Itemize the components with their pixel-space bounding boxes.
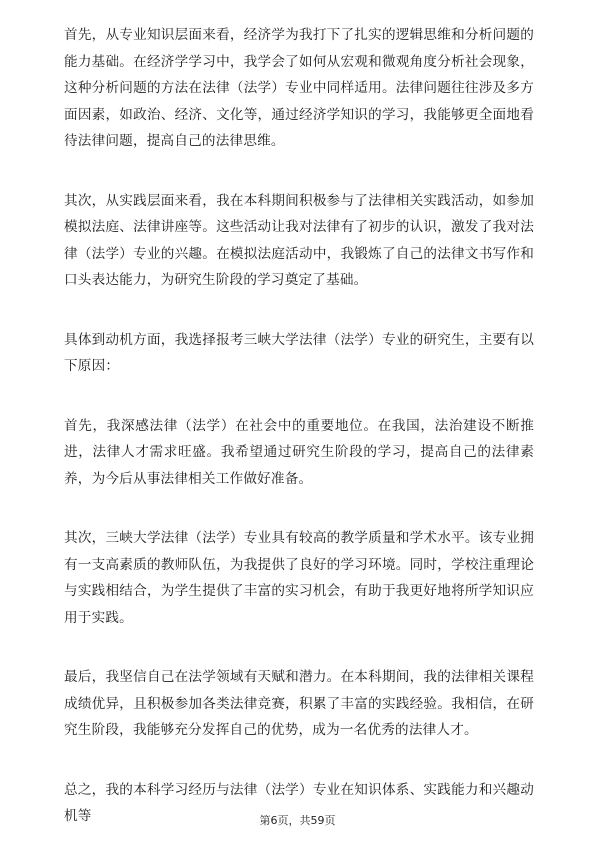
document-body [64, 22, 534, 863]
paragraph-5: 其次，三峡大学法律（法学）专业具有较高的教学质量和学术水平。该专业拥有一支高素质的教师队伍，为我提供了良好的学习环境。同时，学校注重理论与实践相结合，为学生提供了丰富的实习机会，有助于我更好地将所学知识应用于实践。 [64, 530, 534, 626]
paragraph-6: 最后，我坚信自己在法学领域有天赋和潜力。在本科期间，我的法律相关课程成绩优异，且积极参加各类法律竞赛，积累了丰富的实践经验。我相信，在研究生阶段，我能够充分发挥自己的优势，成为一名优秀的法律人才。 [64, 669, 534, 738]
page-number-footer: 第6页，共59页 [259, 814, 336, 827]
paragraph-1: 首先，从专业知识层面来看，经济学为我打下了扎实的逻辑思维和分析问题的能力基础。在经济学学习中，我学会了如何从宏观和微观角度分析社会现象，这种分析问题的方法在法律（法学）专业中同样适用。法律问题往往涉及多方面因素，如政治、经济、文化等，通过经济学知识的学习，我能够更全面地看待法律问题，提高自己的法律思维。 [64, 27, 534, 149]
paragraph-3: 具体到动机方面，我选择报考三峡大学法律（法学）专业的研究生，主要有以下原因： [64, 331, 534, 374]
paragraph-7: 总之，我的本科学习经历与法律（法学）专业在知识体系、实践能力和兴趣动机等 [64, 781, 534, 824]
paragraph-2: 其次，从实践层面来看，我在本科期间积极参与了法律相关实践活动，如参加模拟法庭、法律讲座等。这些活动让我对法律有了初步的认识，激发了我对法律（法学）专业的兴趣。在模拟法庭活动中，我锻炼了自己的法律文书写作和口头表达能力，为研究生阶段的学习奠定了基础。 [64, 192, 534, 288]
paragraph-4: 首先，我深感法律（法学）在社会中的重要地位。在我国，法治建设不断推进，法律人才需求旺盛。我希望通过研究生阶段的学习，提高自己的法律素养，为今后从事法律相关工作做好准备。 [64, 417, 534, 487]
